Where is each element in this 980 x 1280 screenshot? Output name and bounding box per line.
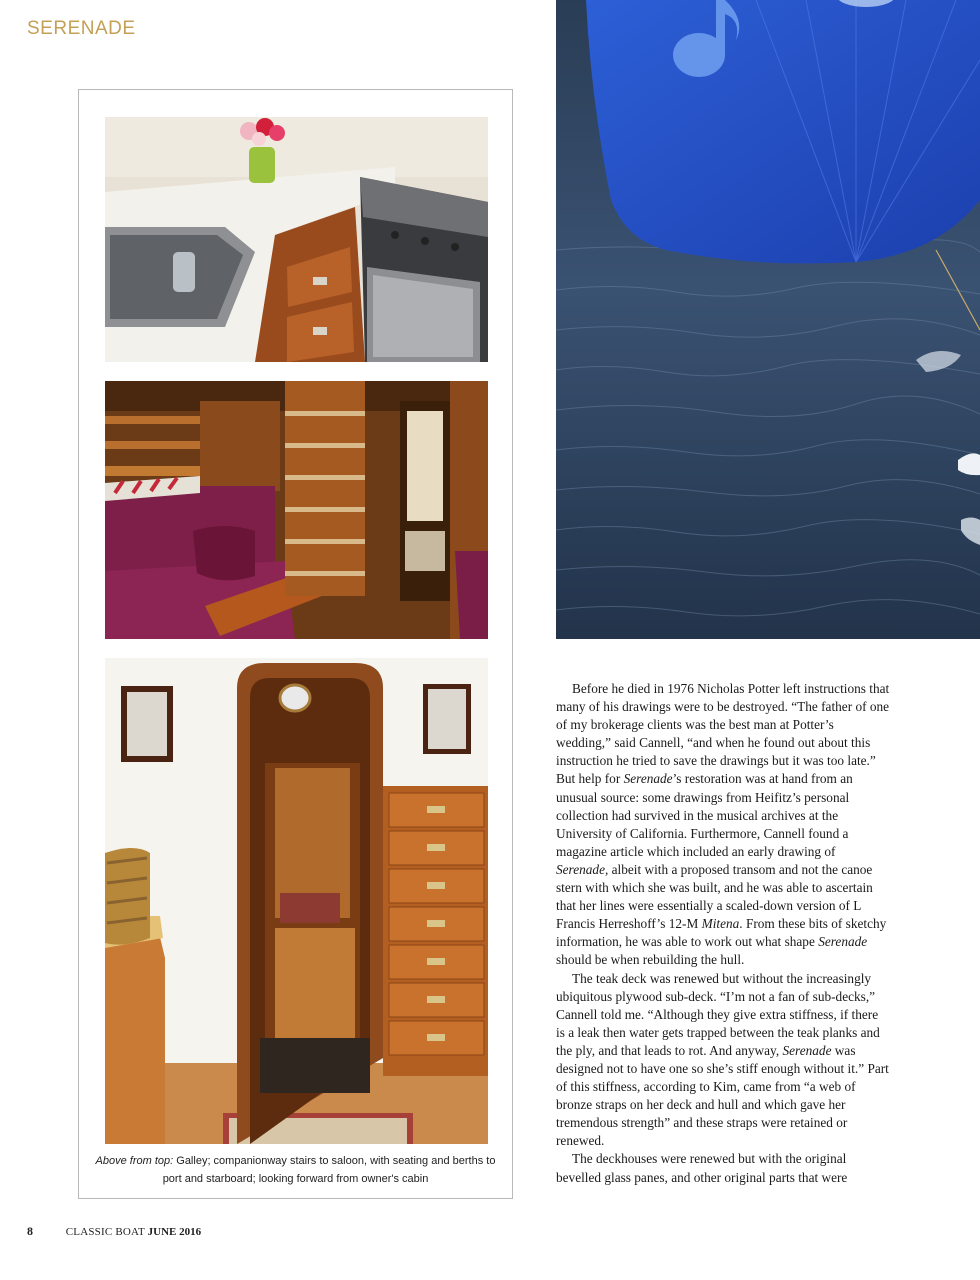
owners-cabin-photo	[105, 658, 488, 1144]
p1-run-2: Serenade	[623, 771, 673, 787]
p1-run-9: should be when rebuilding the hull.	[556, 952, 745, 968]
page-number: 8	[27, 1224, 33, 1238]
page-footer	[27, 1224, 201, 1239]
p1-run-5: albeit with a proposed transom and not the canoe stern with which she was built, and he was able to ascertain that her lines were essentially a scaled-down version of L Francis Herreshoff’s 12-M	[556, 861, 873, 932]
photo-caption	[91, 1152, 500, 1188]
p1-run-1: Before he died in 1976 Nicholas Potter left instructions that many of his drawings were to be destroyed. “The father of one of my brokerage clients was the best man at Potter’s wedding,” said Cannell, “and when he found out about this instruction he tried to save the drawings but it was too late.” But help for	[556, 681, 890, 787]
p1-run-6: Mitena	[701, 916, 740, 932]
galley-photo	[105, 117, 488, 362]
p2-run-1: The teak deck was renewed but without the increasingly ubiquitous plywood sub-deck. “I’m not a fan of sub-decks,” Cannell told me. “Although they give extra stiffness, if there is a leak then water gets trapped between the teak planks and the ply, and that leads to rot. And anyway,	[556, 970, 880, 1058]
p1-run-3: ’s restoration was at hand from an unusual source: some drawings from Heifitz’s personal collection had survived in the musical archives at the University of California. Furthermore, Cannell found a magazine article which included an early drawing of	[556, 771, 853, 859]
p3-run-1: The deckhouses were renewed but with the original bevelled glass panes, and other original parts that were	[556, 1151, 848, 1185]
article-body	[556, 680, 890, 1187]
p2-run-3: was designed not to have one so she’s stiff enough without it.” Part of this stiffness, according to Kim, came from “a web of bronze straps on her deck and hull and which gave her tremendous strength” and these straps were retained or renewed.	[556, 1042, 889, 1149]
saloon-photo	[105, 381, 488, 639]
article-paragraph-3	[556, 1150, 890, 1186]
photo-panel	[78, 89, 513, 1199]
caption-lead: Above from top:	[95, 1155, 174, 1167]
caption-text: Galley; companionway stairs to saloon, with seating and berths to port and starboard; looking forward from owner's cabin	[162, 1155, 496, 1185]
article-paragraph-2	[556, 970, 890, 1151]
p1-run-4: Serenade,	[556, 861, 609, 877]
p1-run-7: . From these bits of sketchy information, he was able to work out what shape	[556, 916, 887, 950]
spinnaker-sea-photo	[556, 0, 980, 639]
issue-date: JUNE 2016	[147, 1226, 202, 1238]
magazine-name: CLASSIC BOAT	[65, 1226, 145, 1238]
p2-run-2: Serenade	[782, 1042, 832, 1058]
p1-run-8: Serenade	[818, 934, 868, 950]
article-paragraph-1	[556, 680, 890, 970]
section-label: SERENADE	[27, 18, 136, 39]
